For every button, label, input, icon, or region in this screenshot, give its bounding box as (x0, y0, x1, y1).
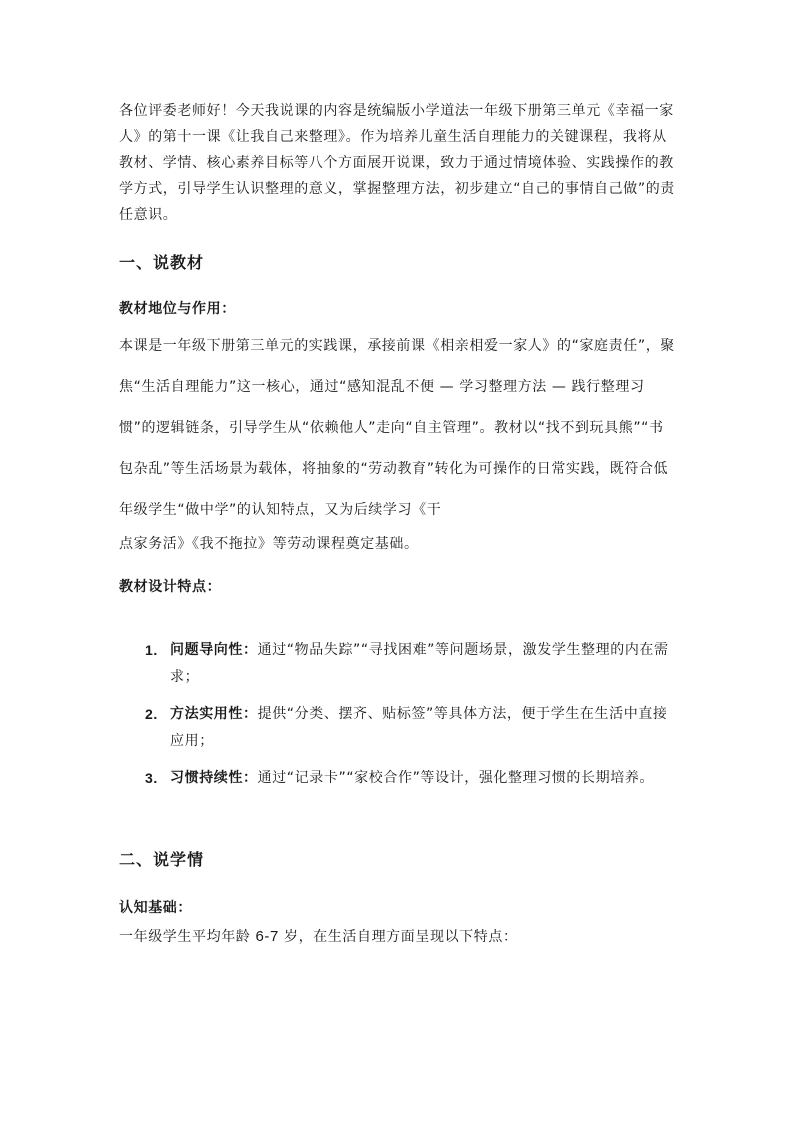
list-item (145, 701, 675, 755)
intro-paragraph: 各位评委老师好！今天我说课的内容是统编版小学道法一年级下册第三单元《幸福一家人》的第十一课《让我自己来整理》。作为培养儿童生活自理能力的关键课程，我将从教材、学情、核心素养目标等八个方面展开说课，致力于通过情境体验、实践操作的教学方式，引导学生认识整理的意义，掌握整理方法，初步建立“自己的事情自己做”的责任意识。 (119, 103, 675, 223)
list-text: 通过“物品失踪”“寻找困难”等问题场景，激发学生整理的内在需求； (170, 642, 669, 685)
subheading-position: 教材地位与作用： (119, 301, 236, 317)
list-text: 提供“分类、摆齐、贴标签”等具体方法，便于学生在生活中直接应用； (170, 706, 668, 749)
grade-text-post: 岁，在生活自理方面呈现以下特点： (278, 929, 518, 945)
subheading-cognitive: 认知基础： (119, 900, 192, 916)
list-number: 2. (145, 706, 158, 722)
grade-text-pre: 一年级学生平均年龄 (119, 929, 256, 945)
age-range: 6-7 (255, 928, 279, 945)
list-item (145, 765, 675, 792)
list-term: 习惯持续性： (170, 770, 258, 786)
position-paragraph-main: 本课是一年级下册第三单元的实践课，承接前课《相亲相爱一家人》的“家庭责任”，聚焦“生活自理能力”这一核心，通过“感知混乱不便 — 学习整理方法 — 践行整理习惯”的逻辑链条，引导学生从“依赖他人”走向“自主管理”。教材以“找不到玩具熊”“书包杂乱”等生活场景为载体，将抽象的“劳动教育”转化为可操作的日常实践，既符合低年级学生“做中学”的认知特点，又为后续学习《干 (119, 338, 675, 518)
grade-paragraph (119, 926, 675, 946)
list-number: 1. (145, 642, 158, 658)
features-list (145, 637, 675, 802)
list-text: 通过“记录卡”“家校合作”等设计，强化整理习惯的长期培养。 (257, 770, 655, 786)
list-term: 问题导向性： (170, 642, 258, 658)
position-paragraph (119, 326, 675, 558)
subheading-features: 教材设计特点： (119, 579, 222, 595)
list-item (145, 637, 675, 691)
list-number: 3. (145, 770, 158, 786)
position-paragraph-tail: 点家务活》《我不拖拉》等劳动课程奠定基础。 (119, 536, 419, 552)
section-heading-learners: 二、说学情 (119, 850, 205, 869)
list-term: 方法实用性： (170, 706, 258, 722)
section-heading-textbook: 一、说教材 (119, 253, 205, 272)
